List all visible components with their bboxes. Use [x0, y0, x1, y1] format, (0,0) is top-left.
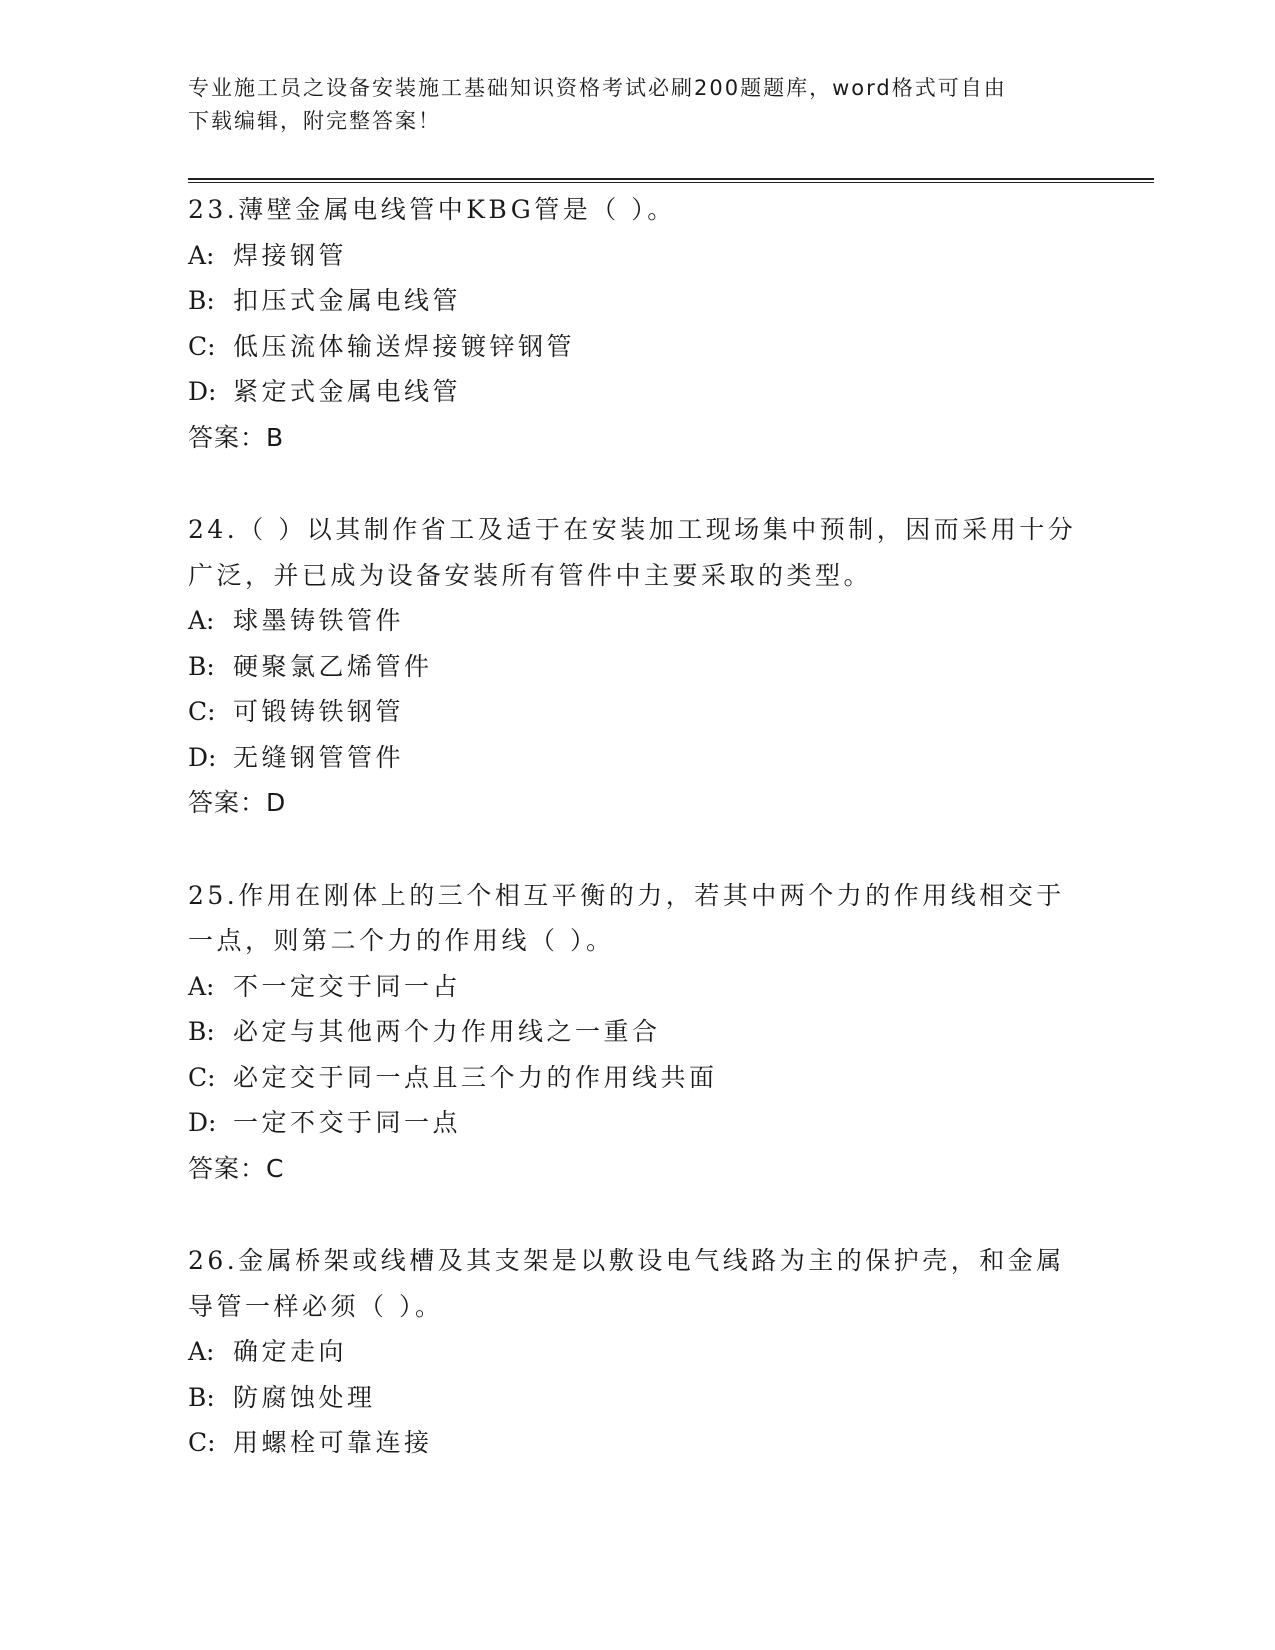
- option-key: A:: [188, 971, 215, 1001]
- option-a: [188, 233, 1088, 279]
- header-line-1: 专业施工员之设备安装施工基础知识资格考试必刷200题题库，word格式可自由: [188, 76, 1007, 100]
- option-key: B:: [188, 1017, 215, 1046]
- option-key: C:: [188, 697, 216, 726]
- option-key: B:: [188, 286, 215, 315]
- option-d: [188, 1100, 1088, 1146]
- answer-line: 答案：D: [188, 788, 287, 817]
- option-text: 焊接钢管: [233, 240, 348, 270]
- option-d: [188, 735, 1088, 781]
- option-text: 扣压式金属电线管: [233, 286, 462, 315]
- question-text: 26.金属桥架或线槽及其支架是以敷设电气线路为主的保护壳，和金属导管一样必须（ ）。: [188, 1246, 1065, 1321]
- question-item: [188, 187, 1088, 460]
- option-a: [188, 1329, 1088, 1375]
- question-text: 23.薄壁金属电线管中KBG管是（ ）。: [188, 195, 676, 224]
- question-item: [188, 507, 1088, 826]
- page-header: [188, 72, 1068, 138]
- option-text: 必定交于同一点且三个力的作用线共面: [233, 1062, 718, 1092]
- option-a: [188, 964, 1088, 1010]
- option-text: 防腐蚀处理: [233, 1382, 376, 1412]
- option-key: A:: [188, 1337, 215, 1366]
- option-key: D:: [188, 742, 217, 772]
- option-d: [188, 369, 1088, 415]
- option-a: [188, 598, 1088, 644]
- question-list: [188, 187, 1088, 1466]
- option-text: 紧定式金属电线管: [233, 377, 462, 406]
- option-key: C:: [188, 331, 216, 361]
- option-c: [188, 324, 1088, 370]
- option-key: B:: [188, 1382, 215, 1412]
- option-key: D:: [188, 377, 217, 406]
- option-b: [188, 278, 1088, 324]
- question-text: 24.（ ）以其制作省工及适于在安装加工现场集中预制，因而采用十分广泛，并已成为设备安装所有管件中主要采取的类型。: [188, 515, 1077, 590]
- option-key: C:: [188, 1428, 216, 1457]
- answer-line: 答案：B: [188, 422, 285, 452]
- option-text: 无缝钢管管件: [233, 742, 405, 772]
- option-key: D:: [188, 1108, 217, 1137]
- option-text: 可锻铸铁钢管: [233, 697, 405, 726]
- question-item: [188, 1238, 1088, 1466]
- option-text: 硬聚氯乙烯管件: [233, 651, 433, 681]
- option-key: B:: [188, 651, 215, 681]
- option-c: [188, 689, 1088, 735]
- option-b: [188, 1375, 1088, 1421]
- option-key: A:: [188, 240, 215, 270]
- option-text: 用螺栓可靠连接: [233, 1428, 433, 1457]
- option-text: 不一定交于同一占: [233, 971, 462, 1001]
- option-key: A:: [188, 606, 215, 635]
- option-text: 球墨铸铁管件: [233, 606, 405, 635]
- answer-line: 答案：C: [188, 1153, 285, 1183]
- option-text: 必定与其他两个力作用线之一重合: [233, 1017, 661, 1046]
- header-line-2: 下载编辑，附完整答案！: [188, 109, 441, 133]
- option-c: [188, 1055, 1088, 1101]
- option-text: 低压流体输送焊接镀锌钢管: [233, 331, 576, 361]
- option-key: C:: [188, 1062, 216, 1092]
- question-text: 25.作用在刚体上的三个相互平衡的力，若其中两个力的作用线相交于一点，则第二个力的作用线（ ）。: [188, 880, 1065, 955]
- option-text: 一定不交于同一点: [233, 1108, 462, 1137]
- header-divider: [188, 178, 1154, 183]
- question-item: [188, 873, 1088, 1192]
- option-b: [188, 644, 1088, 690]
- option-text: 确定走向: [233, 1337, 348, 1366]
- option-b: [188, 1009, 1088, 1055]
- option-c: [188, 1420, 1088, 1466]
